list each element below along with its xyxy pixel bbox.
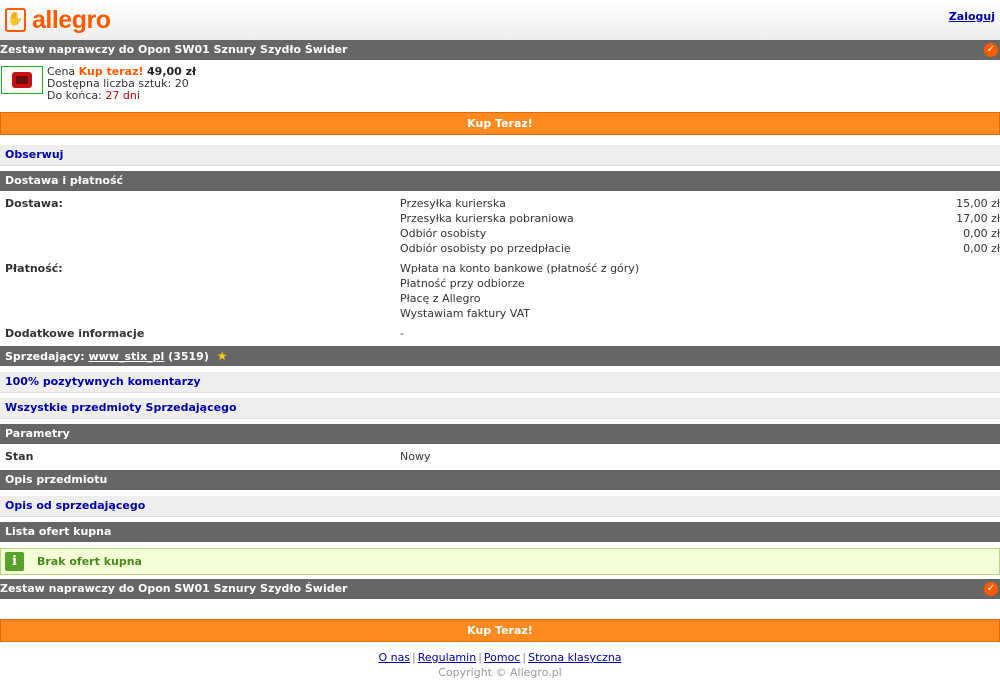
no-offers-text: Brak ofert kupna [37,555,142,568]
seller-section-header [0,346,1000,366]
delivery-label: Dostawa: [5,197,63,210]
footer-separator: | [522,651,527,664]
footer-link-classic[interactable]: Strona klasyczna [528,651,622,664]
payment-option: Wpłata na konto bankowe (płatność z góry) [400,262,640,275]
offer-title: Zestaw naprawczy do Opon SW01 Sznury Szydło Świder [0,43,348,56]
observe-link[interactable]: Obserwuj [5,148,64,161]
payment-option: Płatność przy odbiorze [400,277,525,290]
no-offers-notice [0,548,1000,575]
delivery-price: 15,00 zł [956,197,1000,210]
delivery-price: 0,00 zł [963,227,1000,240]
available-value: 20 [174,77,189,90]
seller-rating: (3519) [168,350,209,363]
description-section-header [0,470,1000,490]
delivery-prices [956,196,1000,256]
price-label: Cena [47,65,76,78]
ends-label: Do końca: [47,89,102,102]
extra-info-value: - [400,327,404,340]
buy-now-inline-label: Kup teraz! [78,65,144,78]
buy-now-button[interactable]: Kup Teraz! [0,112,1000,135]
footer-link-help[interactable]: Pomoc [483,651,521,664]
positive-feedback-link[interactable]: 100% pozytywnych komentarzy [5,375,201,388]
seller-name-link[interactable]: www_stix_pl [88,350,165,363]
condition-value: Nowy [400,450,431,463]
price-info [47,66,196,102]
payment-option: Wystawiam faktury VAT [400,307,530,320]
delivery-section-header [0,171,1000,191]
copyright: Copyright © Allegro.pl [438,666,562,679]
delivery-option: Odbiór osobisty [400,227,487,240]
product-thumbnail[interactable] [1,66,43,94]
delivery-option: Odbiór osobisty po przedpłacie [400,242,571,255]
offer-title-bar-bottom [0,579,1000,599]
seller-label: Sprzedający: [5,350,85,363]
delivery-option: Przesyłka kurierska pobraniowa [400,212,574,225]
seller-description-row [0,496,1000,517]
delivery-option: Przesyłka kurierska [400,197,506,210]
buy-now-button-bottom[interactable]: Kup Teraz! [0,619,1000,642]
condition-label: Stan [5,450,34,463]
price-value: 49,00 zł [147,65,197,78]
delivery-section-title: Dostawa i płatność [5,174,124,187]
footer-separator: | [478,651,482,664]
offers-list-section-header [0,522,1000,542]
available-label: Dostępna liczba sztuk: [47,77,172,90]
checkmark-icon: ✓ [984,43,998,57]
checkmark-icon: ✓ [984,582,998,596]
delivery-price: 17,00 zł [956,212,1000,225]
all-items-row [0,398,1000,419]
seller-description-link[interactable]: Opis od sprzedającego [5,499,146,512]
info-icon: i [5,552,24,571]
extra-info-label: Dodatkowe informacje [5,327,145,340]
parameters-section-header [0,424,1000,444]
payment-options [400,261,639,321]
product-image [12,72,32,88]
parameters-title: Parametry [5,427,70,440]
offers-list-title: Lista ofert kupna [5,525,112,538]
footer-separator: | [412,651,416,664]
footer-link-about[interactable]: O nas [378,651,411,664]
delivery-options [400,196,574,256]
positive-feedback-row [0,372,1000,393]
payment-option: Płacę z Allegro [400,292,481,305]
logo-text: allegro [32,6,111,34]
login-link[interactable]: Zaloguj [948,10,995,23]
offer-title-bar [0,40,1000,60]
offer-title-bottom: Zestaw naprawczy do Opon SW01 Sznury Szydło Świder [0,582,348,595]
allegro-logo[interactable] [5,4,110,36]
ends-value: 27 dni [105,89,140,102]
header-bar [0,0,1000,41]
all-seller-items-link[interactable]: Wszystkie przedmioty Sprzedającego [5,401,237,414]
payment-label: Płatność: [5,262,63,275]
footer-links [0,651,1000,664]
hand-icon: ✋ [5,8,26,32]
delivery-price: 0,00 zł [963,242,1000,255]
star-icon: ★ [216,349,228,363]
offer-summary [0,64,1000,108]
description-title: Opis przedmiotu [5,473,108,486]
observe-row [0,145,1000,166]
footer-link-terms[interactable]: Regulamin [417,651,477,664]
